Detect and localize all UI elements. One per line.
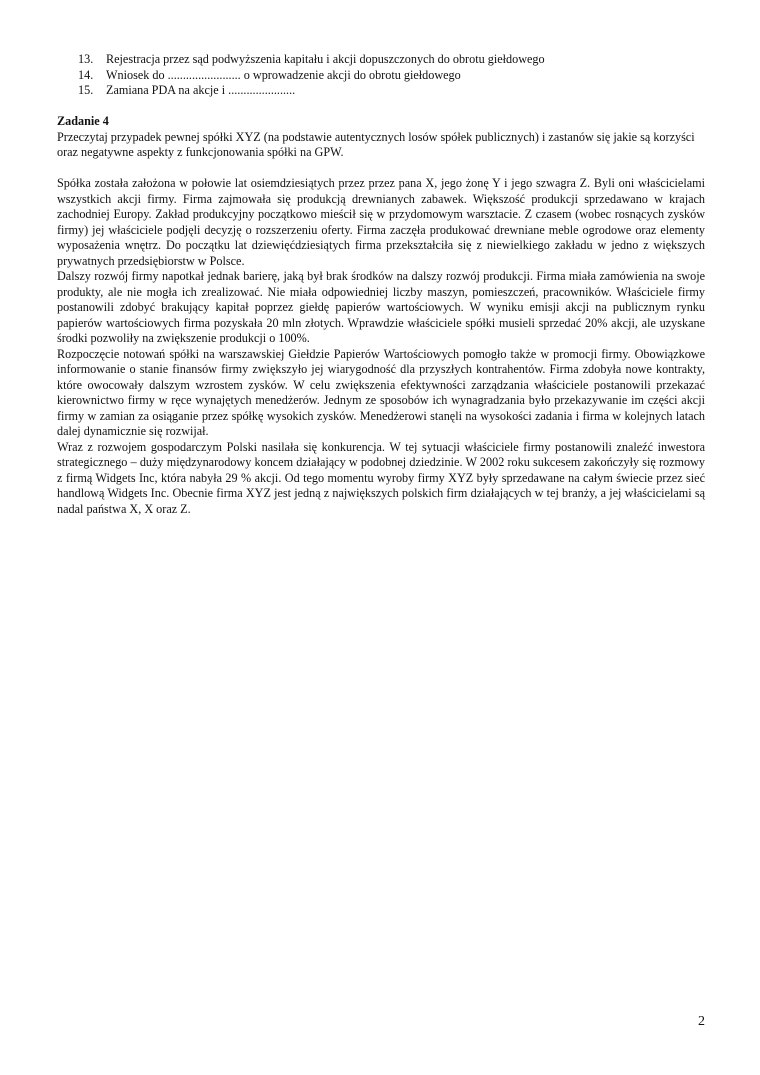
- task-paragraph: Spółka została założona w połowie lat osiemdziesiątych przez przez pana X, jego żonę Y i jego szwagra Z. Byli oni właścicielami wszystkich akcji firmy. Firma zajmowała się produkcją drewnianych zabawek. Większość produkcji sprzedawano w krajach zachodniej Europy. Zakład produkcyjny początkowo mieścił się w przydomowym warsztacie. Z czasem (wobec rosnących zysków firmy) jej właściciele podjęli decyzję o rozszerzeniu oferty. Firma zaczęła produkować drewniane meble ogrodowe oraz elementy wyposażenia wnętrz. Do początku lat dziewięćdziesiątych firma przekształciła się z niewielkiego zakładu w jedno z większych prywatnych przedsiębiorstw w Polsce.: [57, 176, 705, 268]
- list-item: [78, 52, 638, 68]
- list-item-text: Wniosek do ........................ o wprowadzenie akcji do obrotu giełdowego: [106, 67, 461, 82]
- list-item: [78, 68, 638, 84]
- list-item-text: Rejestracja przez sąd podwyższenia kapitału i akcji dopuszczonych do obrotu giełdowego: [106, 52, 545, 66]
- list-item-number: 14.: [78, 67, 94, 82]
- task-heading: Zadanie 4: [57, 114, 109, 128]
- task-intro: Przeczytaj przypadek pewnej spółki XYZ (na podstawie autentycznych losów spółek publicznych) i zastanów się jakie są korzyści oraz negatywne aspekty z funkcjonowania spółki na GPW.: [57, 129, 695, 159]
- page-number: 2: [698, 1014, 705, 1029]
- list-item-number: 13.: [78, 52, 94, 66]
- paragraph-spacer: [57, 161, 705, 177]
- list-item-number: 15.: [78, 83, 94, 97]
- numbered-list: [78, 52, 638, 99]
- task-section: [57, 114, 705, 517]
- list-item: [78, 83, 638, 99]
- task-paragraph: Dalszy rozwój firmy napotkał jednak barierę, jaką był brak środków na dalszy rozwój produkcji. Firma miała zamówienia na swoje produkty, ale nie mogła ich zrealizować. Nie miała odpowiedniej liczby maszyn, pomieszczeń, pracowników. Właściciele firmy postanowili zdobyć brakujący kapitał poprzez giełdę papierów wartościowych. W wyniku emisji akcji na publicznym rynku papierów wartościowych firma pozyskała 20 mln złotych. Wprawdzie właściciele spółki musieli sprzedać 20% akcji, ale uzyskane środki pozwoliły na zwiększenie produkcji o 100%.: [57, 269, 705, 345]
- task-paragraph: Rozpoczęcie notowań spółki na warszawskiej Giełdzie Papierów Wartościowych pomogło także w promocji firmy. Obowiązkowe informowanie o stanie finansów firmy zwiększyło jej wiarygodność dla przyszłych kontrahentów. Firma zdobyła nowe kontrakty, które owocowały dalszym wzrostem zysków. W celu zwiększenia efektywności zarządzania właściciele postanowili przekazać kierownictwo firmy w ręce wynajętych menedżerów. Jednym ze sposobów ich wynagradzania było przekazywanie im części akcji firmy w zamian za osiąganie przez spółkę wysokich zysków. Menedżerowi stanęli na wysokości zadania i firma w kolejnych latach dalej dynamicznie się rozwijał.: [57, 346, 705, 438]
- task-paragraph: Wraz z rozwojem gospodarczym Polski nasilała się konkurencja. W tej sytuacji właściciele firmy postanowili znaleźć inwestora strategicznego – duży międzynarodowy koncem działający w podobnej dziedzinie. W 2002 roku sukcesem zakończyły się rozmowy z firmą Widgets Inc, która nabyła 29 % akcji. Od tego momentu wyroby firmy XYZ były sprzedawane na całym świecie przez sieć handlową Widgets Inc. Obecnie firma XYZ jest jedną z największych polskich firm działających w tej branży, a jej właścicielami są nadal państwa X, X oraz Z.: [57, 439, 705, 516]
- list-item-text: Zamiana PDA na akcje i ......................: [106, 83, 296, 97]
